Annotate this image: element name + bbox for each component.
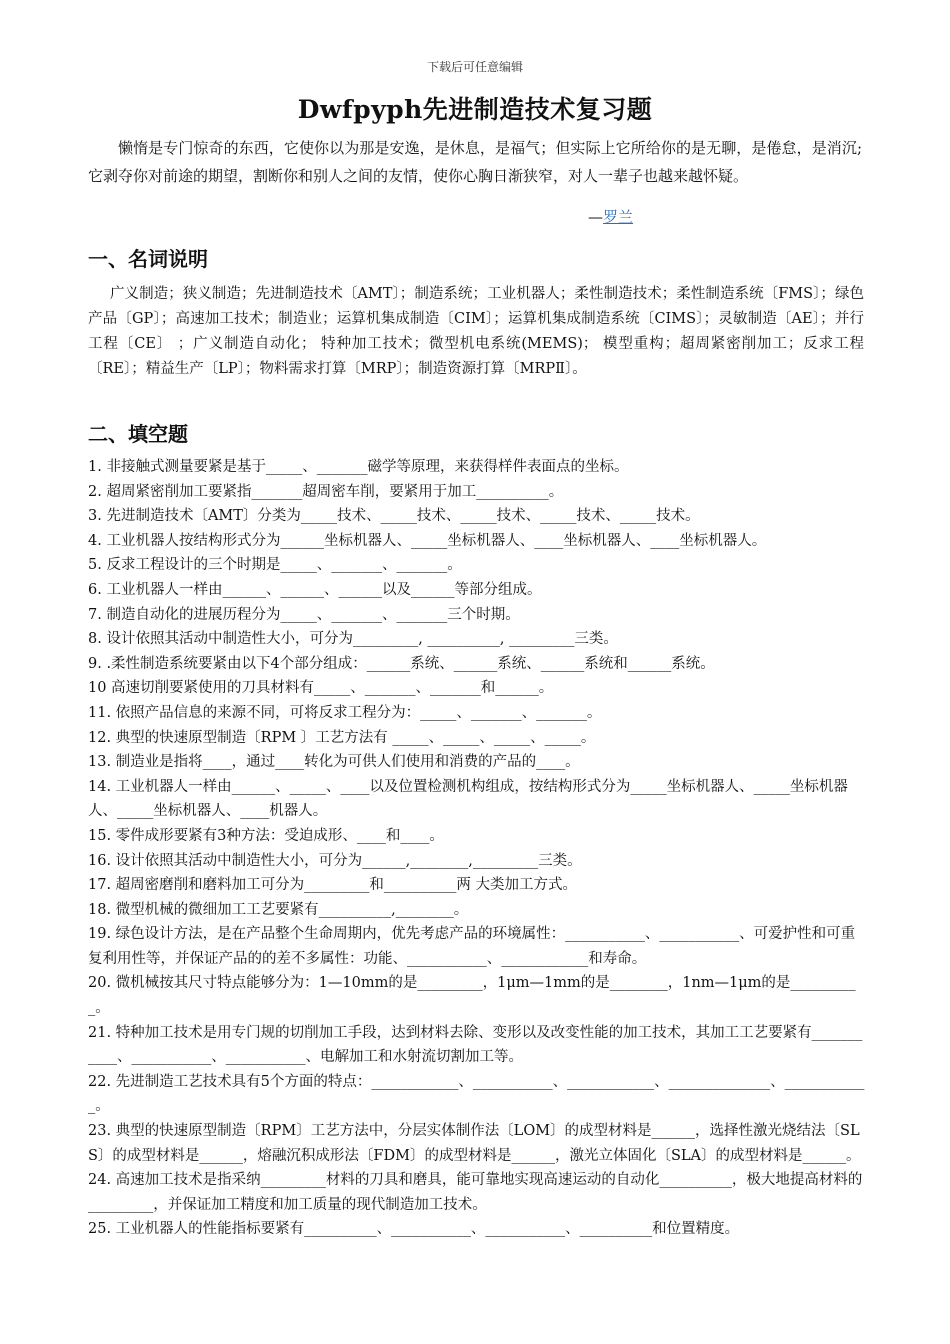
attribution-dash: — xyxy=(588,208,603,226)
terms-paragraph: 广义制造；狭义制造；先进制造技术〔AMT〕；制造系统；工业机器人；柔性制造技术；柔性制造系统〔FMS〕；绿色产品〔GP〕；高速加工技术；制造业；运算机集成制造〔CIM〕；运算机集成制造系统〔CIMS〕；灵敏制造〔AE〕；并行工程〔CE〕 ；广义制造自动化； 特种加工技术；微型机电系统(MEMS)； 模型重构；超周紧密削加工；反求工程〔RE〕；精益生产〔LP〕；物料需求打算〔MRP〕；制造资源打算〔MRPⅡ〕。 xyxy=(88,286,864,377)
question-item: 8. 设计依照其活动中制造性大小，可分为_________, __________, _________三类。 xyxy=(88,631,618,648)
question-item: 14. 工业机器人一样由______、_____、____以及位置检测机构组成，按结构形式分为_____坐标机器人、_____坐标机器人、_____坐标机器人、____机器人。 xyxy=(88,778,848,820)
question-item: 25. 工业机器人的性能指标要紧有__________、___________、___________、__________和位置精度。 xyxy=(88,1221,740,1238)
question-item: 22. 先进制造工艺技术具有5个方面的特点：____________、___________、____________、______________、____________。 xyxy=(88,1073,865,1115)
author-link[interactable]: 罗兰 xyxy=(603,208,634,226)
question-item: 24. 高速加工技术是指采纳_________材料的刀具和磨具，能可靠地实现高速运动的自动化__________，极大地提高材料的_________，并保证加工精度和加工质量的现代制造加工技术。 xyxy=(88,1172,863,1213)
question-item: 2. 超周紧密削加工要紧指_______超周密车削，要紧用于加工__________。 xyxy=(88,483,564,500)
question-item: 20. 微机械按其尺寸特点能够分为：1—10mm的是_________，1μm—1mm的是________，1nm—1μm的是__________。 xyxy=(88,975,856,1017)
document-title: Dwfpyph先进制造技术复习题 xyxy=(297,95,653,124)
question-item: 19. 绿色设计方法，是在产品整个生命周期内，优先考虑产品的环境属性：___________、___________、可爱护性和可重复利用性等，并保证产品的的差不多属性：功能、___________、____________和寿命。 xyxy=(88,926,856,967)
question-item: 11. 依照产品信息的来源不同，可将反求工程分为：_____、_______、_______。 xyxy=(88,704,602,721)
question-item: 9. .柔性制造系统要紧由以下4个部分组成：______系统、______系统、______系统和______系统。 xyxy=(88,655,715,672)
question-item: 21. 特种加工技术是用专门规的切削加工手段，达到材料去除、变形以及改变性能的加工技术，其加工工艺要紧有___________、___________、___________、电解加工和水射流切割加工等。 xyxy=(88,1024,863,1066)
question-item: 13. 制造业是指将____，通过____转化为可供人们使用和消费的产品的____。 xyxy=(88,754,580,771)
question-list xyxy=(88,455,866,1242)
question-item: 1. 非接触式测量要紧是基于_____、_______磁学等原理，来获得样件表面点的坐标。 xyxy=(88,459,629,475)
question-item: 15. 零件成形要紧有3种方法：受迫成形、____和____。 xyxy=(88,827,444,844)
quote-attribution xyxy=(588,206,633,227)
section-heading-fill-in: 二、填空题 xyxy=(88,422,188,446)
question-item: 6. 工业机器人一样由______、______、______以及______等部分组成。 xyxy=(88,581,542,598)
question-item: 5. 反求工程设计的三个时期是_____、_______、_______。 xyxy=(88,557,462,574)
question-item: 3. 先进制造技术〔AMT〕分类为_____技术、_____技术、_____技术、_____技术、_____技术。 xyxy=(88,508,700,525)
page-header: 下载后可任意编辑 xyxy=(426,60,523,74)
question-item: 23. 典型的快速原型制造〔RPM〕工艺方法中，分层实体制作法〔LOM〕的成型材料是______，选择性激光烧结法〔SLS〕的成型材料是______，熔融沉积成形法〔FDM〕的成型材料是______，激光立体固化〔SLA〕的成型材料是______。 xyxy=(88,1123,861,1164)
question-item: 10 高速切削要紧使用的刀具材料有_____、_______、_______和______。 xyxy=(88,680,554,697)
question-item: 17. 超周密磨削和磨料加工可分为_________和__________两 大类加工方式。 xyxy=(88,877,578,894)
question-item: 12. 典型的快速原型制造〔RPM 〕工艺方法有 _____、_____、_____、_____。 xyxy=(88,729,596,746)
question-item: 4. 工业机器人按结构形式分为______坐标机器人、_____坐标机器人、____坐标机器人、____坐标机器人。 xyxy=(88,532,767,549)
question-item: 7. 制造自动化的进展历程分为_____、_______、_______三个时期。 xyxy=(88,606,520,623)
epigraph-quote: 懒惰是专门惊奇的东西，它使你以为那是安逸，是休息，是福气；但实际上它所给你的是无聊，是倦怠，是消沉;它剥夺你对前途的期望，割断你和别人之间的友情，使你心胸日渐狭窄，对人一辈子也越来越怀疑。 xyxy=(88,139,862,185)
question-item: 18. 微型机械的微细加工工艺要紧有__________,________。 xyxy=(88,901,469,918)
question-item: 16. 设计依照其活动中制造性大小，可分为______,________,_________三类。 xyxy=(88,852,582,869)
section-heading-terms: 一、名词说明 xyxy=(88,247,208,271)
